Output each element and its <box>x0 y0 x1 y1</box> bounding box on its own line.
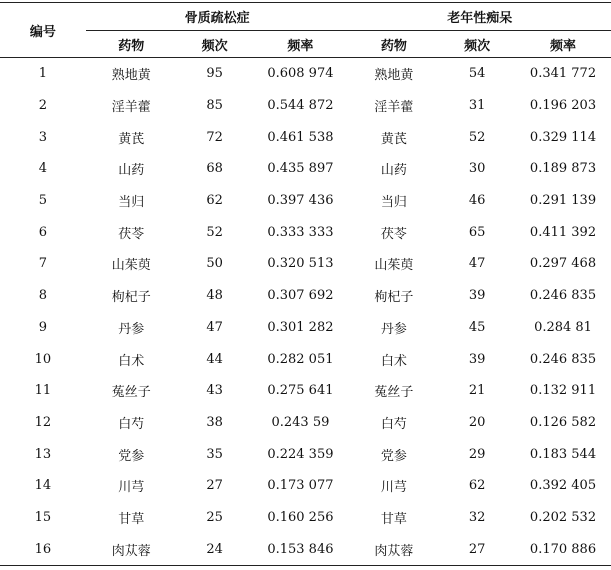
rate: 0.246 835 <box>529 351 597 367</box>
frequency: 47 <box>468 256 486 272</box>
row-index: 5 <box>38 193 48 209</box>
rate: 0.320 513 <box>267 256 334 272</box>
drug-name: 党参 <box>380 448 407 464</box>
table-row <box>0 153 611 185</box>
drug-name: 当归 <box>380 195 407 211</box>
rate: 0.544 872 <box>267 98 334 114</box>
frequency: 62 <box>206 193 223 209</box>
index-header: 编号 <box>0 3 86 58</box>
row-index: 10 <box>34 351 52 367</box>
table-row <box>0 470 611 502</box>
frequency: 68 <box>206 161 223 177</box>
frequency: 39 <box>468 351 486 367</box>
frequency: 39 <box>468 288 486 304</box>
drug-name: 茯苓 <box>380 226 407 242</box>
frequency: 47 <box>206 319 223 335</box>
frequency: 46 <box>468 193 486 209</box>
rate: 0.411 392 <box>529 224 597 240</box>
frequency: 30 <box>468 161 486 177</box>
drug-name: 党参 <box>118 448 145 464</box>
rate: 0.170 886 <box>515 533 611 565</box>
row-index: 7 <box>38 256 48 272</box>
drug-name: 菟丝子 <box>374 385 414 401</box>
drug-frequency-table <box>0 2 611 566</box>
col-header-frequency: 频次 <box>439 31 515 58</box>
table-row <box>0 121 611 153</box>
frequency: 25 <box>206 509 223 525</box>
drug-name: 白芍 <box>118 416 145 432</box>
drug-name: 淫羊藿 <box>374 100 414 116</box>
rate: 0.160 256 <box>267 509 334 525</box>
rate: 0.196 203 <box>529 98 597 114</box>
rate: 0.397 436 <box>267 193 334 209</box>
rate: 0.291 139 <box>529 193 597 209</box>
group-header-dementia: 老年性痴呆 <box>348 3 611 31</box>
row-index: 4 <box>38 161 48 177</box>
drug-name: 丹参 <box>380 321 407 337</box>
table-row <box>0 407 611 439</box>
frequency: 31 <box>468 98 486 114</box>
frequency: 27 <box>206 478 223 494</box>
drug-name: 茯苓 <box>118 226 145 242</box>
rate: 0.435 897 <box>267 161 334 177</box>
drug-name: 肉苁蓉 <box>86 533 177 565</box>
frequency: 72 <box>206 129 223 145</box>
frequency: 45 <box>468 319 486 335</box>
row-index: 3 <box>38 129 48 145</box>
drug-name: 白术 <box>380 353 407 369</box>
frequency: 44 <box>206 351 223 367</box>
table-row <box>0 438 611 470</box>
frequency: 21 <box>468 383 486 399</box>
col-header-rate: 频率 <box>515 31 611 58</box>
frequency: 38 <box>206 414 223 430</box>
drug-name: 丹参 <box>118 321 145 337</box>
drug-name: 黄芪 <box>118 131 145 147</box>
row-index: 13 <box>34 446 52 462</box>
rate: 0.202 532 <box>529 509 597 525</box>
table-row <box>0 185 611 217</box>
drug-name: 熟地黄 <box>111 68 151 84</box>
table-row <box>0 216 611 248</box>
frequency: 54 <box>468 66 486 82</box>
drug-name: 山茱萸 <box>374 258 414 274</box>
col-header-drug: 药物 <box>348 31 439 58</box>
rate: 0.608 974 <box>267 66 334 82</box>
row-index: 2 <box>38 98 48 114</box>
frequency: 50 <box>206 256 223 272</box>
table-row <box>0 248 611 280</box>
table-row <box>0 343 611 375</box>
group-header-osteoporosis: 骨质疏松症 <box>86 3 349 31</box>
drug-name: 甘草 <box>380 511 407 527</box>
table-row <box>0 280 611 312</box>
col-header-drug: 药物 <box>86 31 177 58</box>
rate: 0.173 077 <box>267 478 334 494</box>
frequency: 24 <box>177 533 253 565</box>
table-row <box>0 502 611 534</box>
rate: 0.243 59 <box>271 414 330 430</box>
drug-name: 川芎 <box>118 480 145 496</box>
drug-name: 川芎 <box>380 480 407 496</box>
drug-name: 枸杞子 <box>374 290 414 306</box>
rate: 0.461 538 <box>267 129 334 145</box>
table-row <box>0 58 611 90</box>
frequency: 35 <box>206 446 223 462</box>
row-index: 9 <box>38 319 48 335</box>
drug-name: 当归 <box>118 195 145 211</box>
header-row-columns <box>0 31 611 58</box>
drug-name: 黄芪 <box>380 131 407 147</box>
drug-name: 熟地黄 <box>374 68 414 84</box>
table-body <box>0 58 611 566</box>
drug-name: 山茱萸 <box>111 258 151 274</box>
rate: 0.189 873 <box>529 161 597 177</box>
drug-name: 肉苁蓉 <box>348 533 439 565</box>
frequency: 43 <box>206 383 223 399</box>
drug-name: 白术 <box>118 353 145 369</box>
frequency: 52 <box>468 129 486 145</box>
drug-name: 白芍 <box>380 416 407 432</box>
rate: 0.297 468 <box>529 256 597 272</box>
drug-name: 山药 <box>380 163 407 179</box>
rate: 0.329 114 <box>529 129 597 145</box>
table-row <box>0 90 611 122</box>
frequency: 65 <box>468 224 486 240</box>
frequency: 20 <box>468 414 486 430</box>
frequency: 48 <box>206 288 223 304</box>
table-row <box>0 533 611 565</box>
row-index: 11 <box>34 383 52 399</box>
rate: 0.224 359 <box>267 446 334 462</box>
rate: 0.392 405 <box>529 478 597 494</box>
rate: 0.307 692 <box>267 288 334 304</box>
rate: 0.153 846 <box>252 533 348 565</box>
rate: 0.132 911 <box>529 383 597 399</box>
drug-name: 山药 <box>118 163 145 179</box>
col-header-rate: 频率 <box>252 31 348 58</box>
row-index: 1 <box>38 66 48 82</box>
frequency: 29 <box>468 446 486 462</box>
rate: 0.333 333 <box>267 224 334 240</box>
drug-name: 甘草 <box>118 511 145 527</box>
row-index: 6 <box>38 224 48 240</box>
table-row <box>0 375 611 407</box>
row-index: 16 <box>0 533 86 565</box>
rate: 0.183 544 <box>529 446 597 462</box>
rate: 0.126 582 <box>529 414 597 430</box>
rate: 0.341 772 <box>529 66 597 82</box>
drug-name: 淫羊藿 <box>111 100 151 116</box>
frequency: 85 <box>206 98 223 114</box>
frequency: 27 <box>439 533 515 565</box>
rate: 0.284 81 <box>534 319 592 335</box>
rate: 0.301 282 <box>267 319 334 335</box>
table-row <box>0 312 611 344</box>
col-header-frequency: 频次 <box>177 31 253 58</box>
rate: 0.246 835 <box>529 288 597 304</box>
header-row-groups <box>0 3 611 31</box>
frequency: 95 <box>206 66 223 82</box>
row-index: 12 <box>34 414 52 430</box>
row-index: 15 <box>34 509 52 525</box>
row-index: 14 <box>34 478 52 494</box>
rate: 0.275 641 <box>267 383 334 399</box>
drug-name: 菟丝子 <box>111 385 151 401</box>
drug-name: 枸杞子 <box>111 290 151 306</box>
frequency: 32 <box>468 509 486 525</box>
frequency: 52 <box>206 224 223 240</box>
row-index: 8 <box>38 288 48 304</box>
frequency: 62 <box>468 478 486 494</box>
rate: 0.282 051 <box>267 351 334 367</box>
